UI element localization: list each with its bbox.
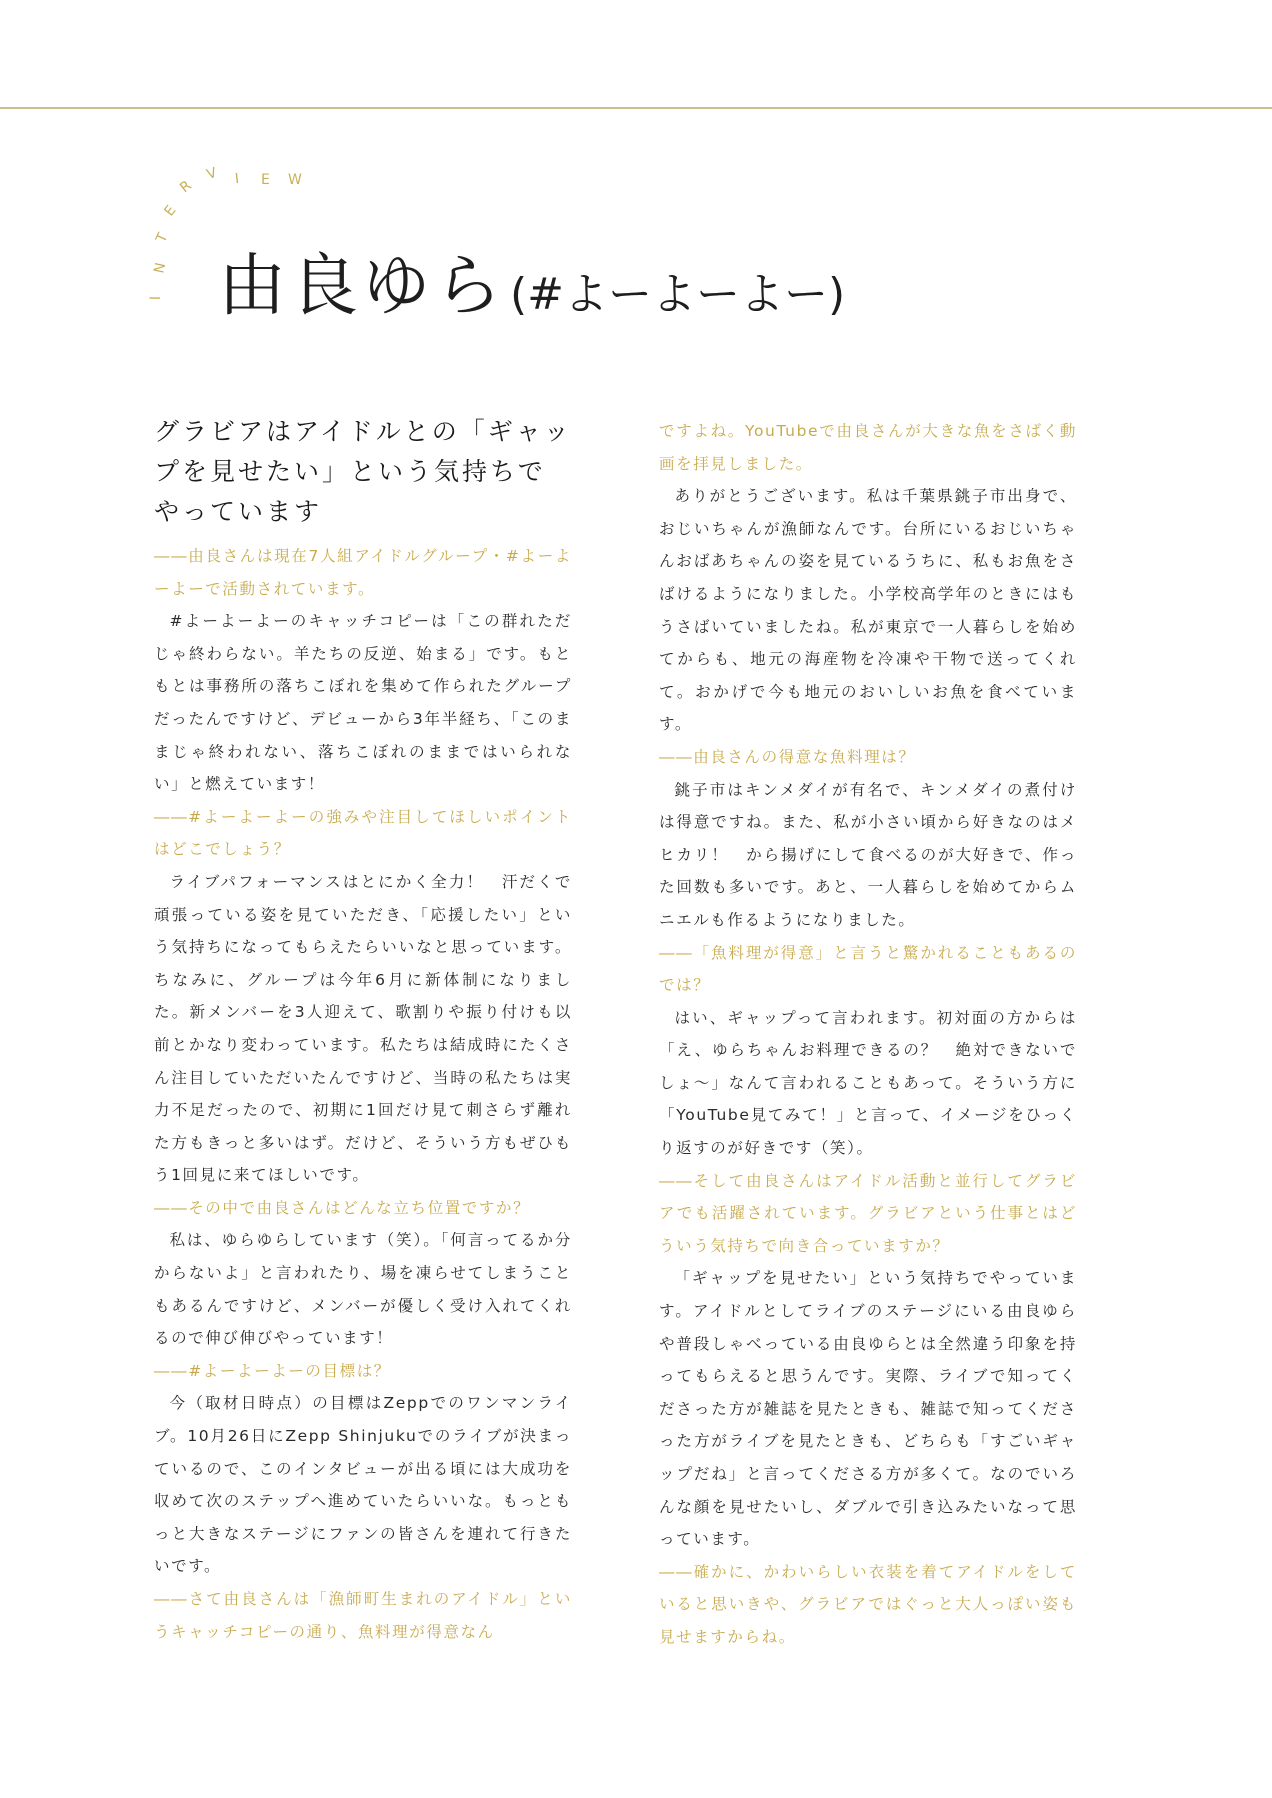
kicker-letter: N — [151, 261, 170, 275]
kicker-letter: I — [234, 170, 240, 188]
interview-answer: #よーよーよーのキャッチコピーは「この群れただじゃ終わらない。羊たちの反逆、始まる」です。もともとは事務所の落ちこぼれを集めて作られたグループだったんですけど、デビューから3年半経ち、「このままじゃ終われない、落ちこぼれのままではいられない」と燃えています！ — [154, 612, 572, 794]
page-title — [218, 232, 845, 329]
interview-answer: ライブパフォーマンスはとにかく全力！ 汗だくで頑張っている姿を見ていただき、「応援したい」という気持ちになってもらえたらいいなと思っています。ちなみに、グループは今年6月に新体制になりました。新メンバーを3人迎えて、歌割りや振り付けも以前とかなり変わっています。私たちは結成時にたくさん注目していただいたんですけど、当時の私たちは実力不足だったので、初期に1回だけ見て刺さらず離れた方もきっと多いはず。だけど、そういう方もぜひもう1回見に来てほしいです。 — [154, 872, 572, 1185]
interview-question: ――由良さんの得意な魚料理は？ — [659, 747, 916, 766]
kicker-letter: T — [153, 230, 172, 246]
kicker-letter: V — [204, 164, 219, 184]
interview-question: ――さて由良さんは「漁師町生まれのアイドル」というキャッチコピーの通り、魚料理が得意なん — [154, 1590, 572, 1641]
interview-answer: 「ギャップを見せたい」という気持ちでやっています。アイドルとしてライブのステージにいる由良ゆらや普段しゃべっている由良ゆらとは全然違う印象を持ってもらえると思うんです。実際、ライブで知ってくださった方が雑誌を見たときも、雑誌で知ってくださった方がライブを見たときも、どちらも「すごいギャップだね」と言ってくださる方が多くて。なのでいろんな顔を見せたいし、ダブルで引き込みたいなって思っています。 — [659, 1269, 1077, 1549]
interview-question: ――その中で由良さんはどんな立ち位置ですか？ — [154, 1198, 531, 1217]
left-blocks — [154, 540, 572, 1648]
interview-question: ――#よーよーよーの目標は？ — [154, 1361, 391, 1380]
right-blocks — [659, 415, 1077, 1654]
interview-question: ――そして由良さんはアイドル活動と並行してグラビアでも活躍されています。グラビアという仕事とはどういう気持ちで向き合っていますか？ — [659, 1171, 1077, 1255]
title-group: (#よーよーよー) — [510, 269, 846, 320]
interview-answer: 今（取材日時点）の目標はZeppでのワンマンライブ。10月26日にZepp Shinjukuでのライブが決まっているので、このインタビューが出る頃には大成功を収めて次のステップへ進めていたらいいな。もっともっと大きなステージにファンの皆さんを連れて行きたいです。 — [154, 1394, 572, 1576]
interview-question: ――「魚料理が得意」と言うと驚かれることもあるのでは？ — [659, 943, 1077, 995]
interview-answer: ありがとうございます。私は千葉県銚子市出身で、おじいちゃんが漁師なんです。台所にいるおじいちゃんおばあちゃんの姿を見ているうちに、私もお魚をさばけるようになりました。小学校高学年のときにはもうさばいていましたね。私が東京で一人暮らしを始めてからも、地元の海産物を冷凍や干物で送ってくれて。おかげで今も地元のおいしいお魚を食べています。 — [659, 487, 1077, 734]
kicker-letter: W — [288, 172, 302, 188]
kicker-letter: E — [161, 202, 180, 220]
interview-question: ――#よーよーよーの強みや注目してほしいポイントはどこでしょう？ — [154, 807, 572, 859]
article-right-column — [659, 415, 1077, 1654]
title-name: 由良ゆら — [218, 247, 507, 326]
article-heading: グラビアはアイドルとの「ギャップを見せたい」という気持ちでやっています — [154, 417, 572, 526]
interview-answer: 銚子市はキンメダイが有名で、キンメダイの煮付けは得意ですね。また、私が小さい頃から好きなのはメヒカリ！ から揚げにして食べるのが大好きで、作った回数も多いです。あと、一人暮らしを始めてからムニエルも作るようになりました。 — [659, 780, 1077, 929]
article-left-column — [154, 412, 572, 1648]
interview-answer: はい、ギャップって言われます。初対面の方からは「え、ゆらちゃんお料理できるの？ 絶対できないでしょ～」なんて言われることもあって。そういう方に「YouTube見てみて！」と言って、イメージをひっくり返すのが好きです（笑）。 — [659, 1008, 1077, 1158]
interview-question: ですよね。YouTubeで由良さんが大きな魚をさばく動画を拝見しました。 — [659, 422, 1077, 473]
top-rule — [0, 107, 1272, 109]
interview-question: ――由良さんは現在7人組アイドルグループ・#よーよーよーで活動されています。 — [154, 547, 572, 598]
interview-question: ――確かに、かわいらしい衣装を着てアイドルをしていると思いきや、グラビアではぐっと大人っぽい姿も見せますからね。 — [659, 1562, 1077, 1646]
kicker-letter: I — [148, 295, 165, 301]
interview-answer: 私は、ゆらゆらしています（笑）。「何言ってるか分からないよ」と言われたり、場を凍らせてしまうこともあるんですけど、メンバーが優しく受け入れてくれるので伸び伸びやっています！ — [154, 1231, 572, 1348]
kicker-letter: E — [261, 172, 270, 188]
kicker-letter: R — [177, 177, 195, 197]
